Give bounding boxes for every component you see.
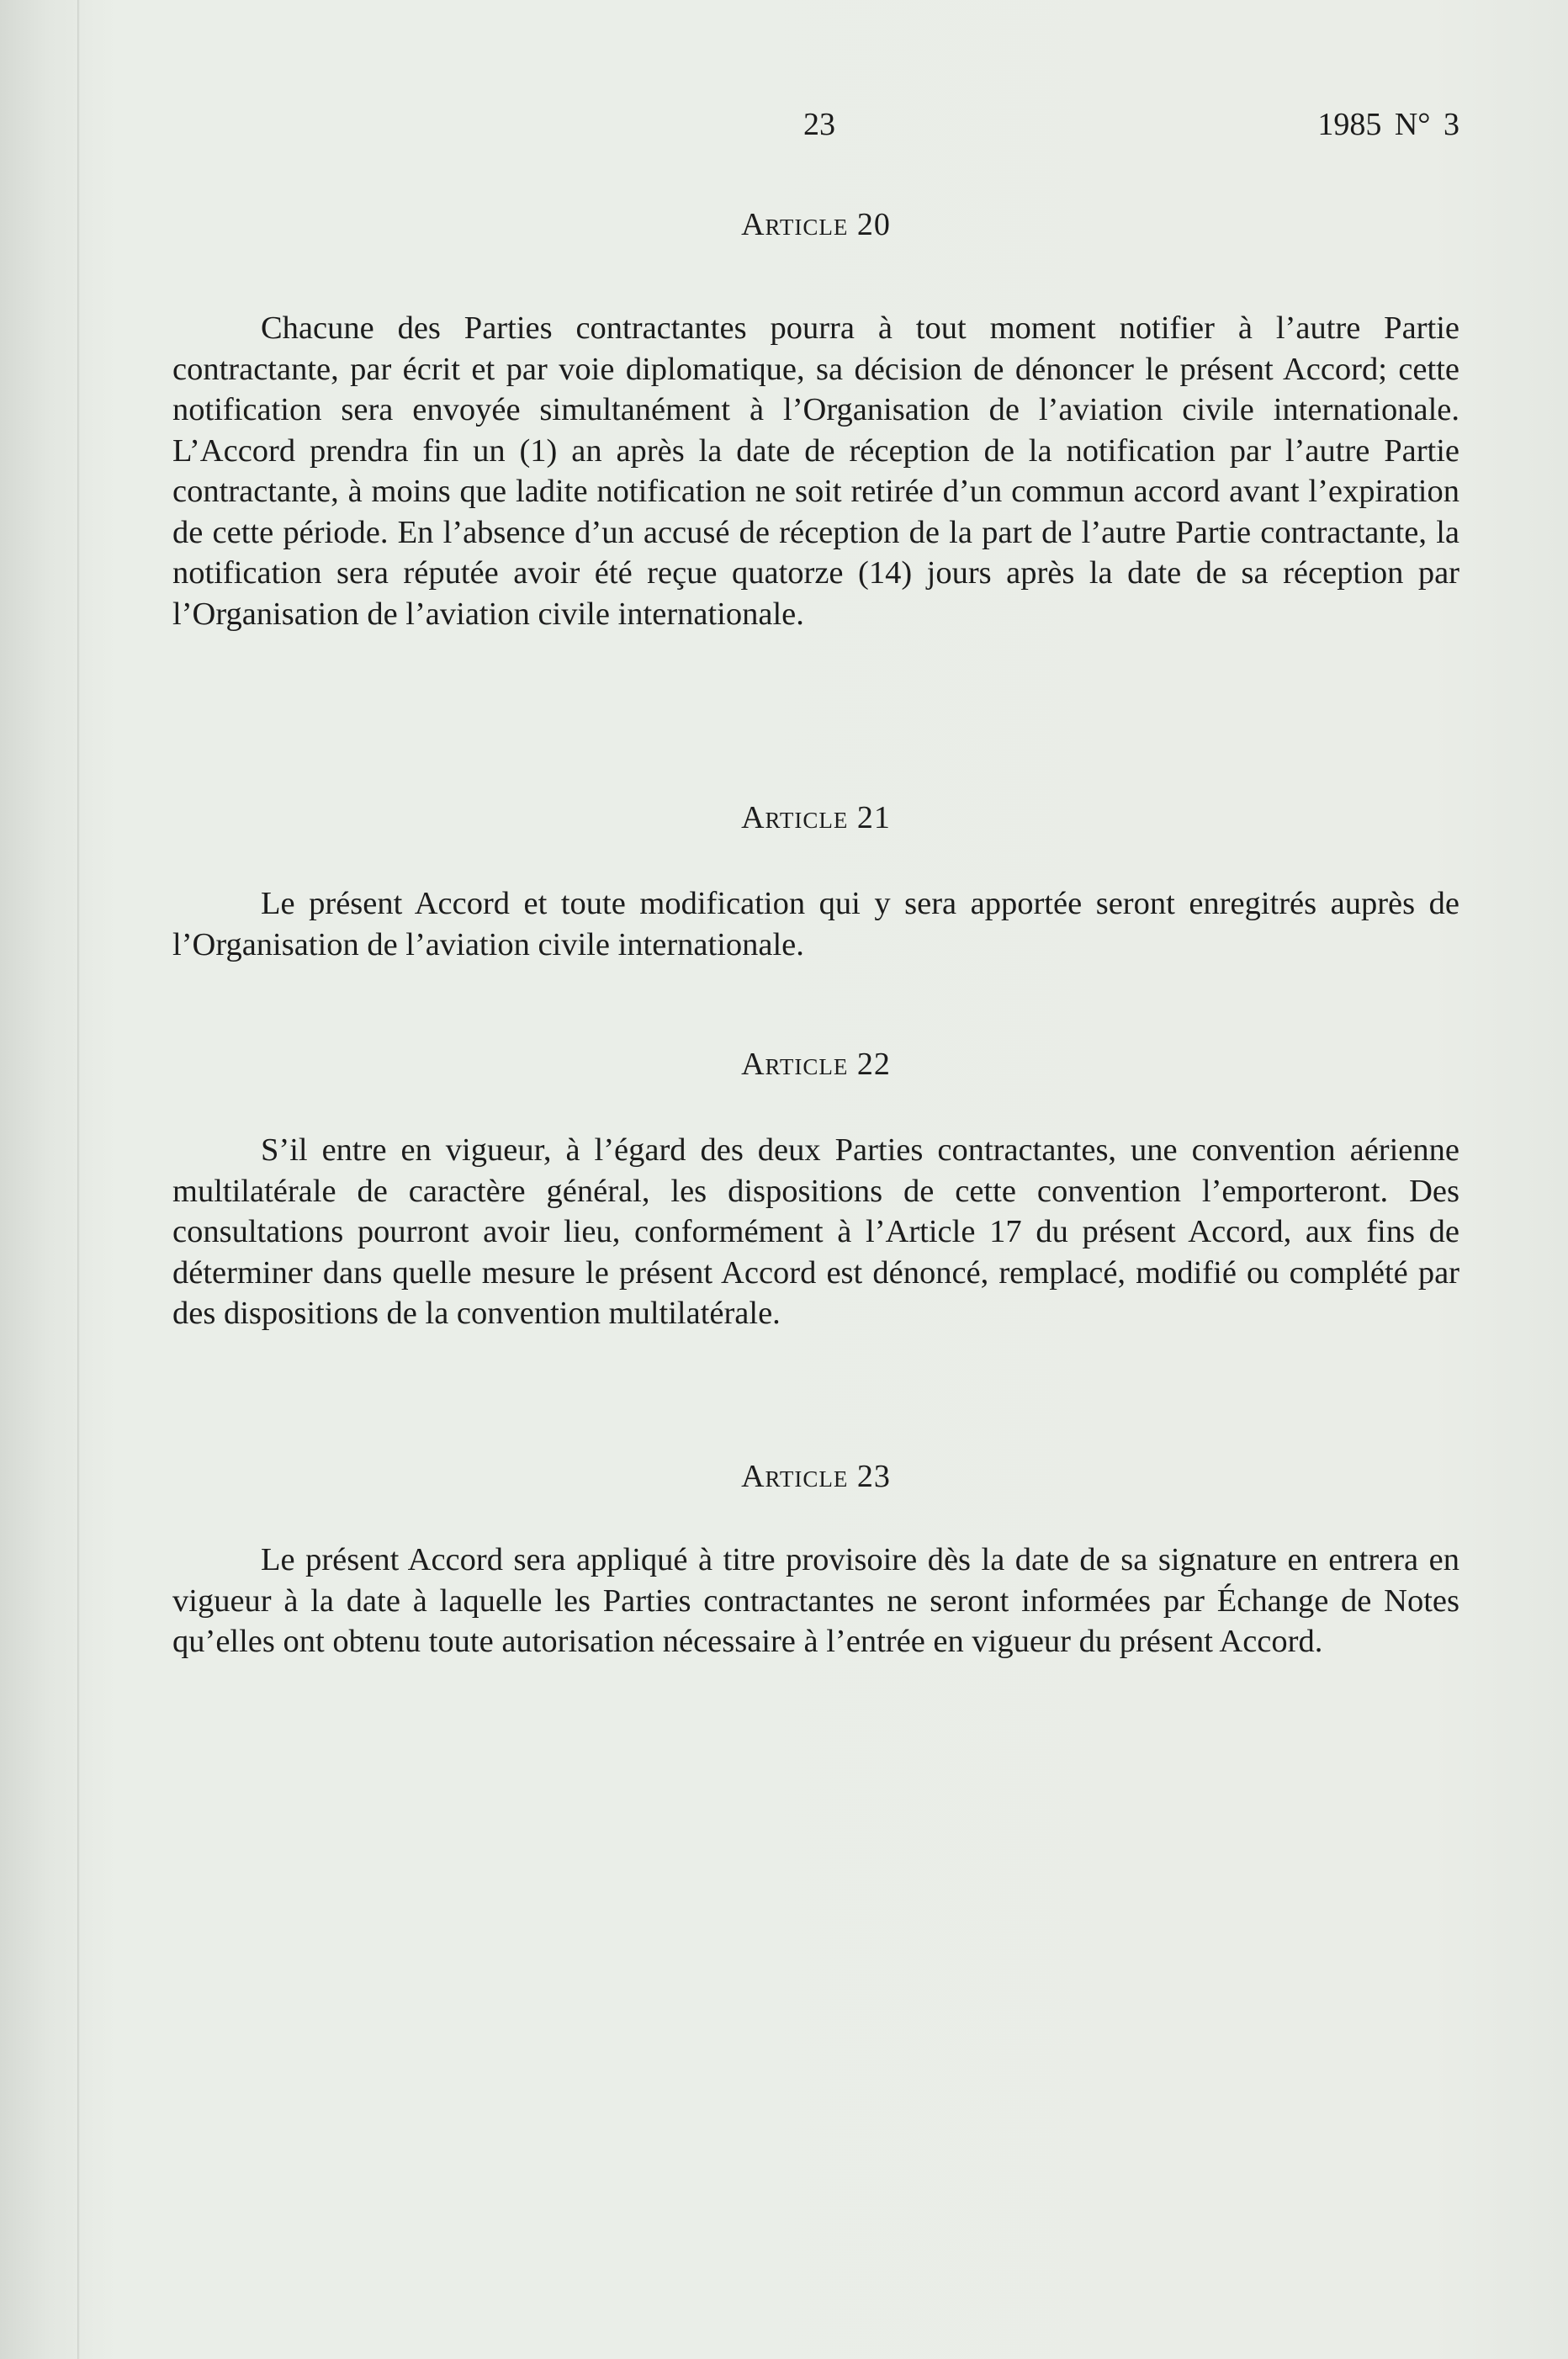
page-spine-shadow [77, 0, 80, 2359]
article-22-text: S’il entre en vigueur, à l’égard des deux Parties contractantes, une convention aérienne multilatérale de caractère général, les dispositions de cette convention l’emporteront. Des consultations pourront avoir lieu, conformément à l’Article 17 du présent Accord, aux fins de déterminer dans quelle mesure le présent Accord est dénoncé, remplacé, modifié ou complété par des dispositions de la convention multilatérale. [172, 1132, 1459, 1331]
page-number: 23 [803, 107, 835, 142]
volume-number: 1985 N° 3 [1317, 107, 1459, 142]
article-20-text: Chacune des Parties contractantes pourra à tout moment notifier à l’autre Partie contractante, par écrit et par voie diplomatique, sa décision de dénoncer le présent Accord; cette notification sera envoyée simultanément à l’Organisation de l’aviation civile internationale. L’Accord prendra fin un (1) an après la date de réception de la notification par l’autre Partie contractante, à moins que ladite notification ne soit retirée d’un commun accord avant l’expiration de cette période. En l’absence d’un accusé de réception de la part de l’autre Partie contractante, la notification sera réputée avoir été reçue quatorze (14) jours après la date de sa réception par l’Organisation de l’aviation civile internationale. [172, 310, 1459, 632]
article-21-text: Le présent Accord et toute modification qui y sera apportée seront enregitrés auprès de l’Organisation de l’aviation civile internationale. [172, 886, 1459, 962]
page-header [172, 106, 1459, 148]
article-22-heading: Article 22 [741, 1047, 891, 1082]
article-23-heading: Article 23 [741, 1459, 891, 1494]
article-23-text: Le présent Accord sera appliqué à titre provisoire dès la date de sa signature en entrera en vigueur à la date à laquelle les Parties contractantes ne seront informées par Échange de Notes qu’elles ont obtenu toute autorisation nécessaire à l’entrée en vigueur du présent Accord. [172, 1542, 1459, 1659]
article-21-heading: Article 21 [741, 800, 891, 835]
article-20-heading: Article 20 [741, 207, 891, 242]
